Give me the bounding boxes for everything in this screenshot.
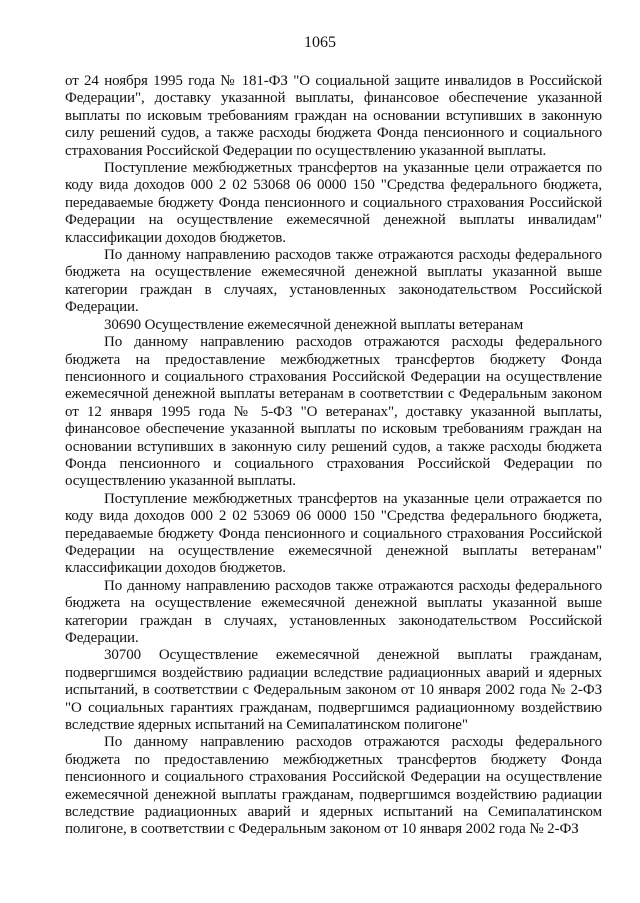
paragraph-transfer-code-53069: Поступление межбюджетных трансфертов на указанные цели отражается по коду вида доходов 000 2 02 53069 06 0000 150 "Средства федерального бюджета, передаваемые бюджету Фонда пенсионного и социального страхования Российской Федерации на осуществление ежемесячной денежной выплаты ветеранам" классификации доходов бюджетов. — [65, 490, 602, 577]
document-body — [65, 73, 602, 839]
page-number: 1065 — [304, 34, 336, 51]
paragraph-transfer-code-53068: Поступление межбюджетных трансфертов на указанные цели отражается по коду вида доходов 000 2 02 53068 06 0000 150 "Средства федерального бюджета, передаваемые бюджету Фонда пенсионного и социального страхования Российской Федерации на осуществление ежемесячной денежной выплаты инвалидам" классификации доходов бюджетов. — [65, 160, 602, 246]
paragraph-veterans-additional-expenses: По данному направлению расходов также отражаются расходы федерального бюджета на осуществление ежемесячной денежной выплаты указанной выше категории граждан в случаях, установленных законодательством Российской Федерации. — [65, 577, 602, 646]
paragraph-radiation-expenses: По данному направлению расходов отражаются расходы федерального бюджета по предоставлению межбюджетных трансфертов бюджету Фонда пенсионного и социального страхования Российской Федерации на осуществление ежемесячной денежной выплаты гражданам, подвергшимся воздействию радиации вследствие радиационных аварий и ядерных испытаний на Семипалатинском полигоне, в соответствии с Федеральным законом от 10 января 2002 года № 2-ФЗ — [65, 734, 602, 838]
paragraph-veterans-expenses: По данному направлению расходов отражаются расходы федерального бюджета на предоставление межбюджетных трансфертов бюджету Фонда пенсионного и социального страхования Российской Федерации на осуществление ежемесячной денежной выплаты ветеранам в соответствии с Федеральным законом от 12 января 1995 года № 5-ФЗ "О ветеранах", доставку указанной выплаты, финансовое обеспечение указанной выплаты по исковым требованиям граждан на основании вступивших в законную силу решений судов, а также расходы бюджета Фонда пенсионного и социального страхования Российской Федерации по осуществлению указанной выплаты. — [65, 334, 602, 490]
section-heading-30700: 30700 Осуществление ежемесячной денежной выплаты гражданам, подвергшимся воздействию радиации вследствие радиационных аварий и ядерных испытаний, в соответствии с Федеральным законом от 10 января 2002 года № 2-ФЗ "О социальных гарантиях гражданам, подвергшимся радиационному воздействию вследствие ядерных испытаний на Семипалатинском полигоне" — [65, 647, 602, 734]
paragraph-disabled-additional-expenses: По данному направлению расходов также отражаются расходы федерального бюджета на осуществление ежемесячной денежной выплаты указанной выше категории граждан в случаях, установленных законодательством Российской Федерации. — [65, 247, 602, 316]
section-heading-30690: 30690 Осуществление ежемесячной денежной выплаты ветеранам — [104, 316, 524, 333]
paragraph-continuation: от 24 ноября 1995 года № 181-ФЗ "О социальной защите инвалидов в Российской Федерации", доставку указанной выплаты, финансовое обеспечение указанной выплаты по исковым требованиям граждан на основании вступивших в законную силу решений судов, а также расходы бюджета Фонда пенсионного и социального страхования Российской Федерации по осуществлению указанной выплаты. — [65, 73, 602, 159]
